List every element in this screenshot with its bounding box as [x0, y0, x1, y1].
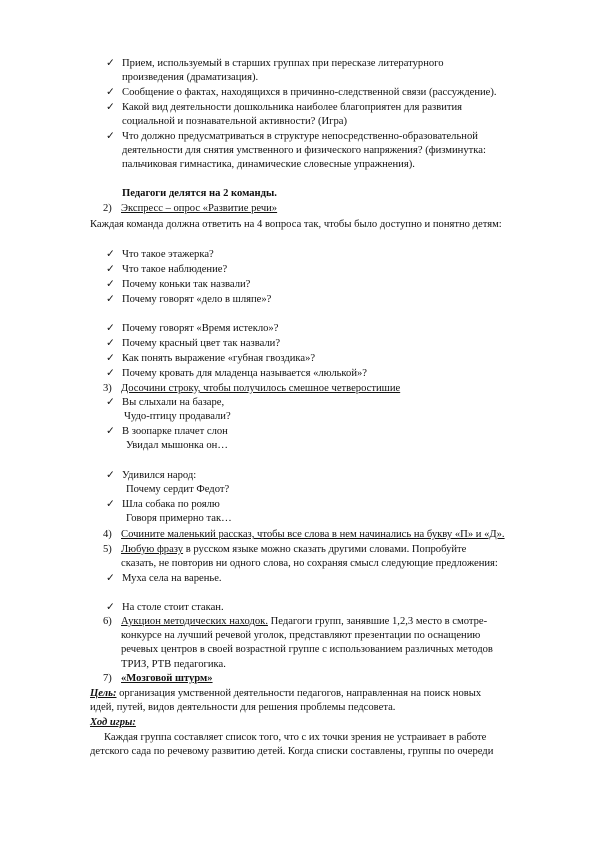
numbered-item-2 — [103, 202, 553, 216]
item-text: в русском языке можно сказать другими словами. Попробуйте — [183, 544, 467, 555]
checkmark-icon: ✓ — [106, 470, 115, 481]
list-item-line: Прием, используемый в старших группах при пересказе литературного — [122, 58, 444, 69]
checkmark-icon: ✓ — [106, 249, 115, 260]
checkmark-icon: ✓ — [106, 279, 115, 290]
item-text-underlined: Аукцион методических находок. — [121, 616, 268, 627]
checkmark-icon: ✓ — [106, 426, 115, 437]
list-item — [106, 278, 546, 292]
final-text: Каждая группа составляет список того, что с их точки зрения не устраивает в работе — [104, 732, 487, 743]
question-text: Почему говорят «дело в шляпе»? — [122, 294, 272, 305]
verse-item — [106, 425, 546, 453]
list-item — [106, 293, 546, 307]
list-item — [106, 601, 546, 615]
verse-line: Вы слыхали на базаре, — [122, 397, 225, 408]
numbered-item-7 — [103, 672, 553, 686]
checkmark-icon: ✓ — [106, 338, 115, 349]
game-label: Ход игры: — [90, 717, 136, 728]
list-item-line: пальчиковая гимнастика, динамические словесные упражнения). — [122, 159, 415, 171]
checkmark-icon: ✓ — [106, 353, 115, 364]
item-text: Досочини строку, чтобы получилось смешное четверостишие — [121, 383, 401, 394]
question-text: Что такое наблюдение? — [122, 264, 228, 275]
list-item — [106, 86, 546, 100]
checkmark-icon: ✓ — [106, 368, 115, 379]
item-number: 2) — [103, 203, 112, 214]
list-item-line: Сообщение о фактах, находящихся в причинно-следственной связи (рассуждение). — [122, 87, 497, 98]
checkmark-icon: ✓ — [106, 87, 115, 98]
verse-line: Чудо-птицу продавали? — [124, 411, 231, 423]
checkmark-icon: ✓ — [106, 573, 115, 584]
item-text: Экспресс – опрос «Развитие речи» — [121, 203, 278, 214]
checkmark-icon: ✓ — [106, 397, 115, 408]
teams-heading: Педагоги делятся на 2 команды. — [122, 188, 277, 199]
item-number: 5) — [103, 544, 112, 555]
verse-item — [106, 469, 546, 497]
checkmark-icon: ✓ — [106, 131, 115, 142]
item-text: Сочините маленький рассказ, чтобы все слова в нем начинались на букву «П» и «Д». — [121, 529, 505, 540]
list-item-line: произведения (драматизация). — [122, 72, 259, 84]
verse-line: Увидал мышонка он… — [126, 440, 228, 452]
item-text: «Мозговой штурм» — [121, 673, 213, 684]
checkmark-icon: ✓ — [106, 602, 115, 613]
item-text-underlined: Любую фразу — [121, 544, 184, 555]
item-number: 4) — [103, 529, 112, 540]
list-item — [106, 337, 546, 351]
verse-item — [106, 498, 546, 526]
checkmark-icon: ✓ — [106, 58, 115, 69]
item-text: ТРИЗ, РТВ педагогика. — [121, 658, 226, 670]
item-number: 3) — [103, 383, 112, 394]
list-item-line: Что должно предусматриваться в структуре непосредственно-образовательной — [122, 131, 478, 142]
numbered-item-5 — [103, 543, 553, 571]
verse-line: Говоря примерно так… — [126, 513, 232, 525]
list-item — [106, 130, 546, 173]
question-text: Почему кровать для младенца называется «люлькой»? — [122, 368, 368, 379]
verse-line: Удивился народ: — [122, 470, 197, 481]
question-text: Почему красный цвет так назвали? — [122, 338, 281, 349]
list-item — [106, 263, 546, 277]
goal-text: идей, путей, видов деятельности для решения проблемы педсовета. — [90, 702, 396, 714]
item-number: 7) — [103, 673, 112, 684]
list-item — [106, 101, 546, 129]
item-number: 6) — [103, 616, 112, 627]
phrase-text: На столе стоит стакан. — [122, 602, 224, 613]
question-text: Почему коньки так назвали? — [122, 279, 251, 290]
checkmark-icon: ✓ — [106, 499, 115, 510]
question-text: Почему говорят «Время истекло»? — [122, 323, 279, 334]
checkmark-icon: ✓ — [106, 294, 115, 305]
final-text: детского сада по речевому развитию детей. Когда списки составлены, группы по очереди — [90, 746, 494, 758]
list-item — [106, 322, 546, 336]
list-item-line: деятельности для снятия умственного и физического напряжения? (физминутка: — [122, 145, 486, 157]
list-item — [106, 572, 546, 586]
list-item — [106, 248, 546, 262]
verse-line: В зоопарке плачет слон — [122, 426, 228, 437]
numbered-item-3 — [103, 382, 553, 396]
item-text: конкурсе на лучший речевой уголок, представляют презентации по оснащению — [121, 630, 481, 642]
item-text: Педагоги групп, занявшие 1,2,3 место в смотре- — [267, 616, 488, 627]
list-item-line: Какой вид деятельности дошкольника наиболее благоприятен для развития — [122, 102, 463, 113]
checkmark-icon: ✓ — [106, 323, 115, 334]
numbered-item-4 — [103, 528, 553, 542]
list-item — [106, 352, 546, 366]
verse-item — [106, 396, 546, 424]
final-paragraph — [90, 731, 555, 759]
list-item-line: социальной и познавательной активности? (Игра) — [122, 116, 348, 128]
team-intro: Каждая команда должна ответить на 4 вопроса так, чтобы было доступно и понятно детям: — [90, 219, 502, 230]
goal-paragraph — [90, 687, 555, 715]
question-text: Что такое этажерка? — [122, 249, 214, 260]
list-item — [106, 367, 546, 381]
phrase-text: Муха села на варенье. — [122, 573, 222, 584]
checkmark-icon: ✓ — [106, 264, 115, 275]
verse-line: Шла собака по роялю — [122, 499, 220, 510]
numbered-item-6 — [103, 615, 553, 672]
goal-label: Цель: — [90, 688, 117, 699]
checkmark-icon: ✓ — [106, 102, 115, 113]
item-text: сказать, не повторив ни одного слова, но сохраняя смысл следующие предложения: — [121, 558, 498, 570]
item-text: речевых центров в своей возрастной группе с использованием различных методов — [121, 644, 493, 656]
question-text: Как понять выражение «губная гвоздика»? — [122, 353, 316, 364]
goal-text: организация умственной деятельности педагогов, направленная на поиск новых — [116, 688, 482, 699]
verse-line: Почему сердит Федот? — [126, 484, 230, 496]
list-item — [106, 57, 546, 85]
